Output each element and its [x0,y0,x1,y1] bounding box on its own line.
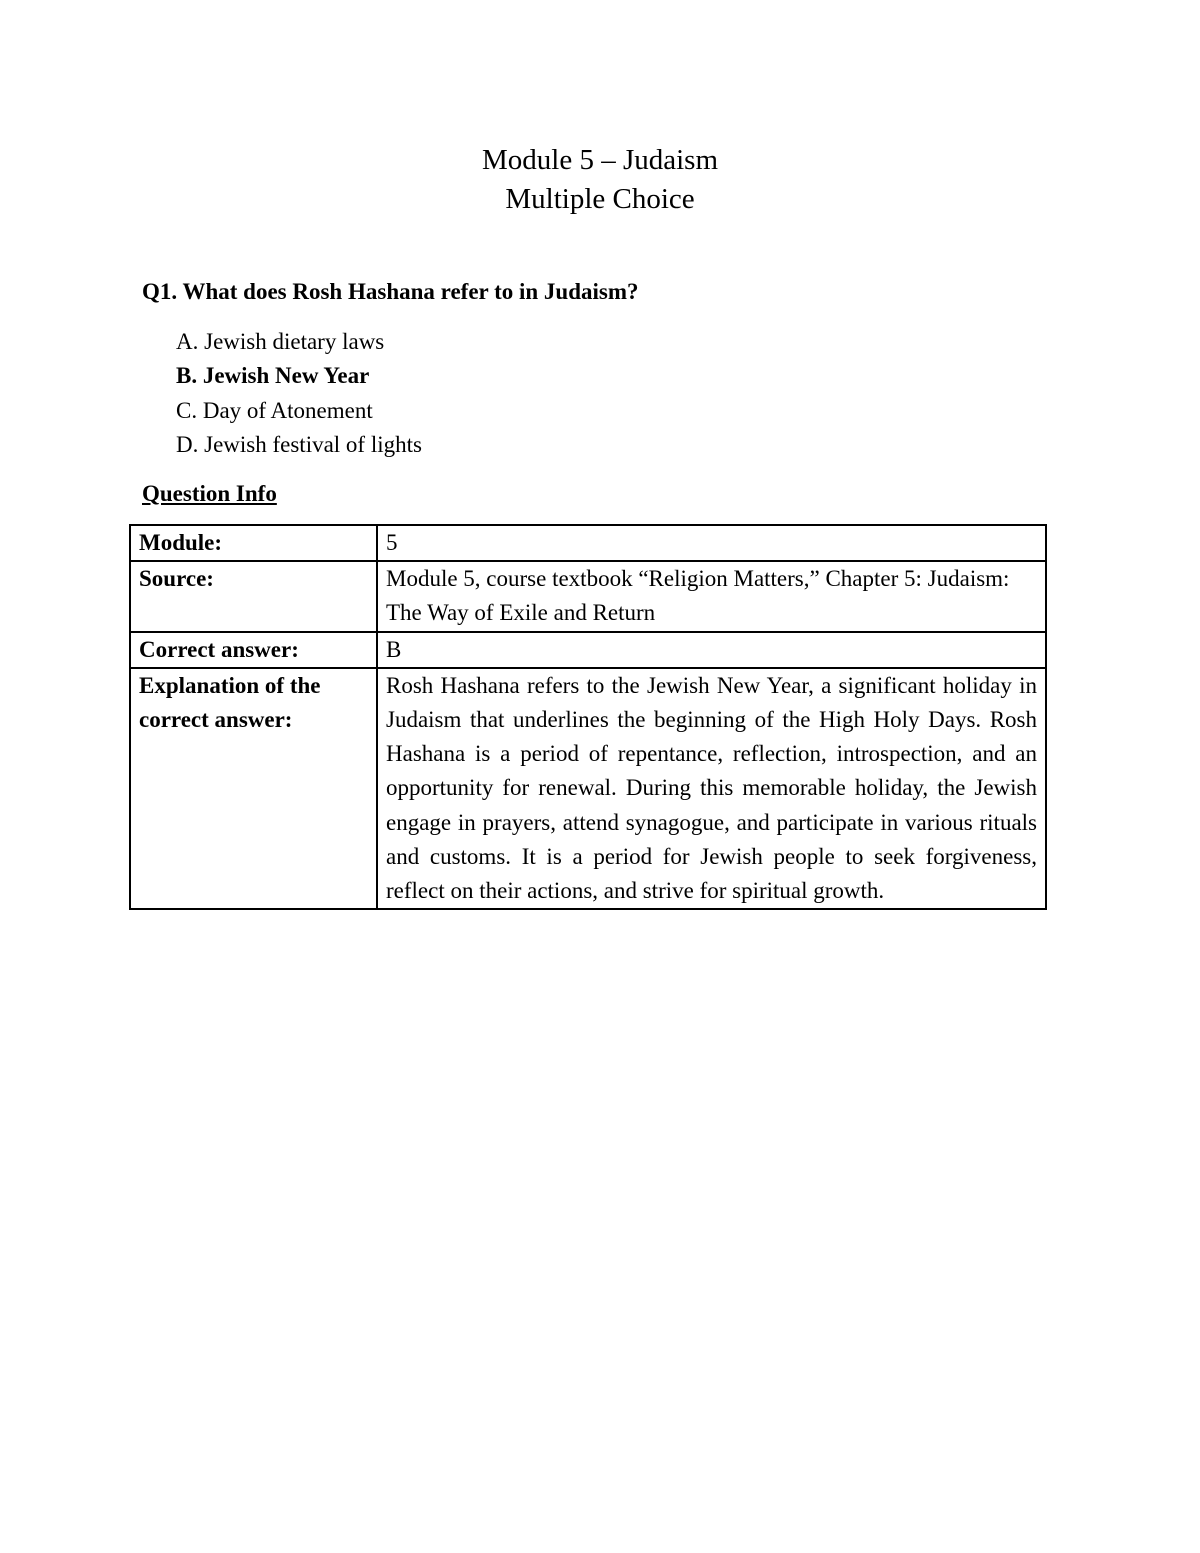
option-letter: B. [176,363,198,389]
page-title [0,141,1200,219]
title-line-2: Multiple Choice [505,183,695,215]
option-letter: A. [176,329,199,354]
option-a [176,325,422,359]
row-value: Rosh Hashana refers to the Jewish New Year, a significant holiday in Judaism that underlines the beginning of the High Holy Days. Rosh Hashana is a period of repentance, reflection, introspection, and an opportunity for renewal. During this memorable holiday, the Jewish engage in prayers, attend synagogue, and participate in various rituals and customs. It is a period for Jewish people to seek forgiveness, reflect on their actions, and strive for spiritual growth. [377,668,1046,909]
row-value: 5 [377,525,1046,561]
row-label: Source: [130,561,377,631]
row-value: B [377,632,1046,668]
title-line-1: Module 5 – Judaism [481,144,719,176]
row-label: Explanation of the correct answer: [130,668,377,909]
question-info-table [129,524,1047,910]
option-d [176,428,422,462]
option-text: Jewish dietary laws [204,329,385,354]
option-letter: C. [176,397,198,423]
row-label: Correct answer: [130,632,377,668]
question-text: Q1. What does Rosh Hashana refer to in Judaism? [142,279,639,304]
answer-options [176,325,422,462]
option-text: Jewish New Year [202,363,370,389]
option-b [176,359,422,393]
option-letter: D. [176,431,199,457]
row-label: Module: [130,525,377,561]
table-row [130,668,1046,909]
question-info-heading: Question Info [142,481,277,506]
table-row [130,561,1046,631]
option-c [176,394,422,428]
table-row [130,632,1046,668]
table-row [130,525,1046,561]
option-text: Jewish festival of lights [204,431,422,457]
option-text: Day of Atonement [202,397,373,423]
row-value: Module 5, course textbook “Religion Matters,” Chapter 5: Judaism: The Way of Exile and Return [377,561,1046,631]
